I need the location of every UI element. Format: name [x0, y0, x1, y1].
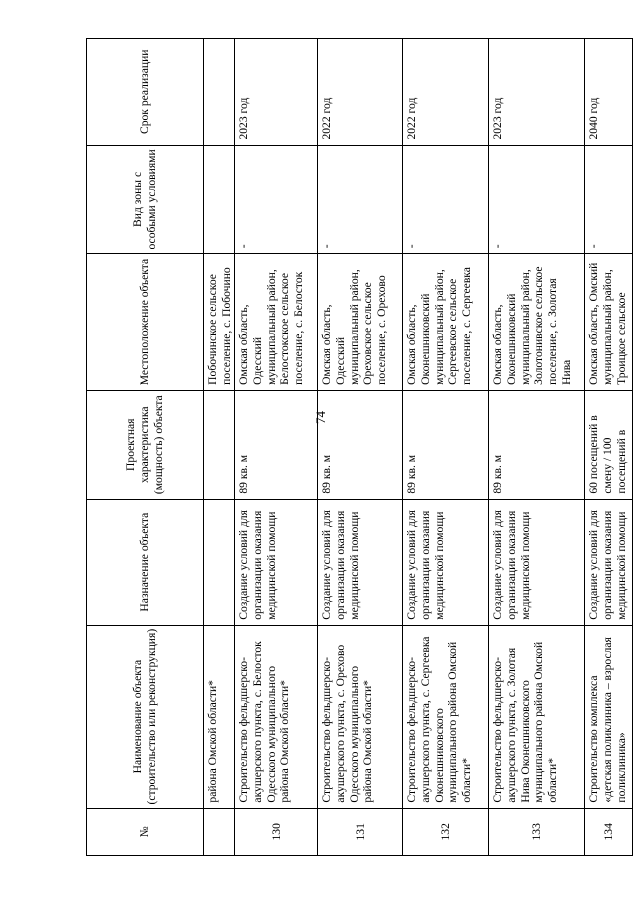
cell-capacity: 89 кв. м — [318, 390, 403, 499]
cell-num: 134 — [585, 808, 633, 855]
cell-term: 2023 год — [489, 39, 585, 146]
table-row — [235, 39, 318, 856]
cell-name: Строительство фельдшерско-акушерского пункта, с. Орехово Одесского муниципального района Омской области* — [318, 625, 403, 808]
cell-location: Побочинское сельское поселение, с. Побочино — [204, 254, 235, 391]
cell-purpose: Создание условий для организации оказания медицинской помощи — [318, 499, 403, 625]
header-name: Наименование объекта (строительство или реконструкция) — [87, 625, 204, 808]
cell-term: 2023 год — [235, 39, 318, 146]
cell-capacity: 60 посещений в смену / 100 посещений в — [585, 390, 633, 499]
cell-term: 2022 год — [403, 39, 489, 146]
cell-zone: - — [235, 145, 318, 254]
cell-num: 133 — [489, 808, 585, 855]
cell-term: 2040 год — [585, 39, 633, 146]
cell-zone: - — [489, 145, 585, 254]
cell-name: района Омской области* — [204, 625, 235, 808]
cell-purpose — [204, 499, 235, 625]
page-number: 74 — [313, 411, 328, 424]
cell-num — [204, 808, 235, 855]
cell-term: 2022 год — [318, 39, 403, 146]
cell-location: Омская область, Оконешниковский муниципальный район, Сергеевское сельское поселение, с. Сергеевка — [403, 254, 489, 391]
cell-num: 132 — [403, 808, 489, 855]
table-row — [318, 39, 403, 856]
cell-capacity: 89 кв. м — [235, 390, 318, 499]
cell-location: Омская область, Одесский муниципальный район, Белостокское сельское поселение, с. Белосток — [235, 254, 318, 391]
cell-location: Омская область, Омский муниципальный район, Троицкое сельское — [585, 254, 633, 391]
header-term: Срок реализации — [87, 39, 204, 146]
cell-num: 131 — [318, 808, 403, 855]
cell-name: Строительство комплекса «детская поликлиника – взрослая поликлиника» — [585, 625, 633, 808]
cell-purpose: Создание условий для организации оказания медицинской помощи — [489, 499, 585, 625]
cell-location: Омская область, Одесский муниципальный район, Ореховское сельское поселение, с. Орехово — [318, 254, 403, 391]
table-row — [585, 39, 633, 856]
cell-capacity: 89 кв. м — [403, 390, 489, 499]
cell-purpose: Создание условий для организации оказания медицинской помощи — [585, 499, 633, 625]
header-capacity: Проектная характеристика (мощность) объекта — [87, 390, 204, 499]
header-zone: Вид зоны с особыми условиями — [87, 145, 204, 254]
header-row — [87, 39, 204, 856]
header-location: Местоположение объекта — [87, 254, 204, 391]
cell-name: Строительство фельдшерско-акушерского пункта, с. Золотая Нива Оконешниковского муниципального района Омской области* — [489, 625, 585, 808]
continuation-row — [204, 39, 235, 856]
cell-zone — [204, 145, 235, 254]
cell-name: Строительство фельдшерско-акушерского пункта, с. Белосток Одесского муниципального района Омской области* — [235, 625, 318, 808]
table-row — [489, 39, 585, 856]
cell-num: 130 — [235, 808, 318, 855]
cell-location: Омская область, Оконешниковский муниципальный район, Золотонивское сельское поселение, с. Золотая Нива — [489, 254, 585, 391]
cell-zone: - — [318, 145, 403, 254]
cell-purpose: Создание условий для организации оказания медицинской помощи — [235, 499, 318, 625]
header-num: № — [87, 808, 204, 855]
cell-zone: - — [585, 145, 633, 254]
rotated-table-wrap — [86, 38, 628, 856]
cell-name: Строительство фельдшерско-акушерского пункта, с. Сергеевка Оконешниковского муниципального района Омской области* — [403, 625, 489, 808]
table-row — [403, 39, 489, 856]
cell-capacity — [204, 390, 235, 499]
cell-purpose: Создание условий для организации оказания медицинской помощи — [403, 499, 489, 625]
objects-table — [86, 38, 633, 856]
header-purpose: Назначение объекта — [87, 499, 204, 625]
cell-zone: - — [403, 145, 489, 254]
cell-capacity: 89 кв. м — [489, 390, 585, 499]
cell-term — [204, 39, 235, 146]
